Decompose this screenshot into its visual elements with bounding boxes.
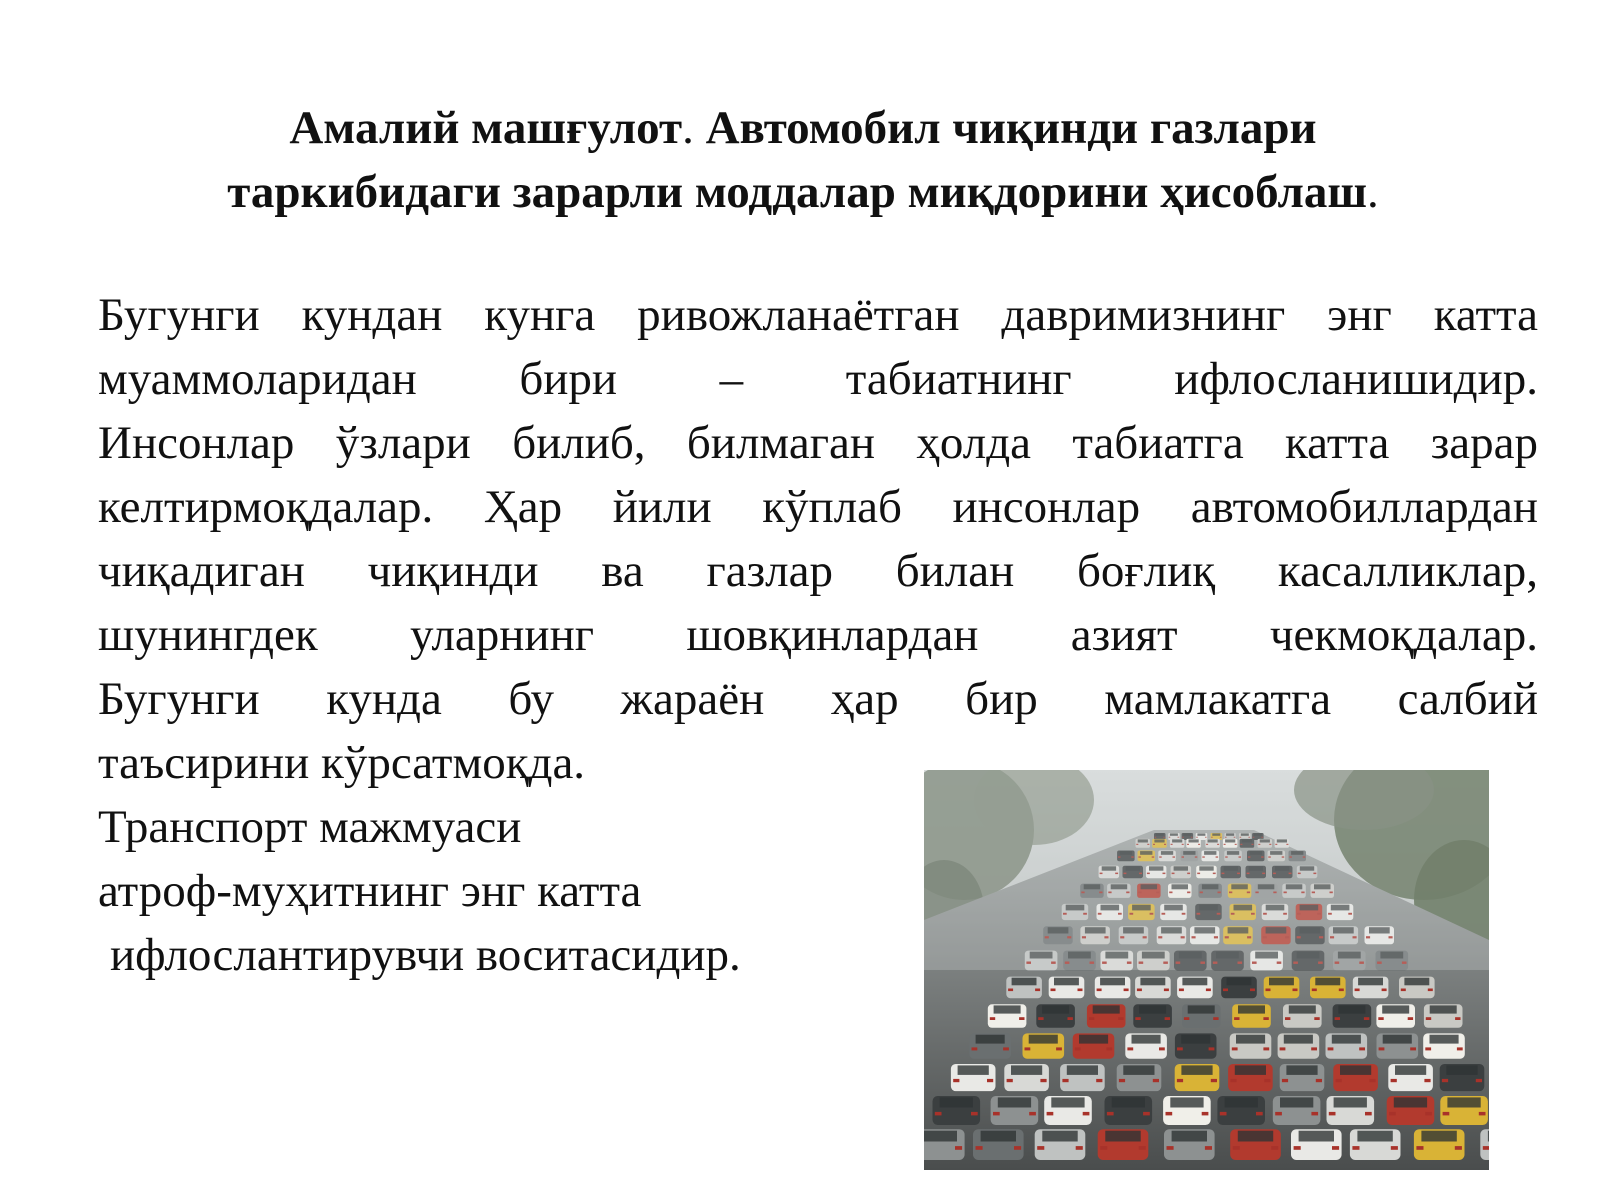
transport-line: ифлослантирувчи воситасидир. (110, 929, 741, 981)
traffic-jam-illustration (924, 770, 1489, 1170)
car (1327, 1096, 1375, 1125)
title-dot-1: . (682, 102, 694, 154)
car (1230, 1129, 1281, 1160)
car (1044, 1096, 1092, 1125)
car (1004, 1064, 1049, 1091)
car (1333, 1004, 1372, 1028)
paragraph-line: муаммоларидан бири – табиатнинг ифлосланишидир. (98, 353, 1538, 405)
car (1278, 1033, 1320, 1058)
car (988, 1004, 1027, 1028)
car (1388, 1064, 1433, 1091)
car (1125, 1033, 1167, 1058)
paragraph-line: Инсонлар ўзлари билиб, билмаган ҳолда табиатга катта зарар (98, 417, 1538, 469)
cars-group (924, 770, 1489, 1160)
car (1424, 1004, 1463, 1028)
car (924, 1129, 965, 1160)
title-part-1: Амалий машғулот (289, 102, 683, 154)
car (1221, 977, 1257, 999)
paragraph-line: келтирмоқдалар. Ҳар йили кўплаб инсонлар автомобиллардан (98, 481, 1538, 533)
car (1399, 977, 1435, 999)
car (1049, 977, 1085, 999)
car (1135, 977, 1171, 999)
car (1177, 977, 1213, 999)
title-part-3: таркибидаги зарарли моддалар миқдорини ҳисоблаш (227, 166, 1368, 218)
title-dot-2: . (1367, 166, 1379, 218)
transport-line: Транспорт мажмуаси (98, 801, 522, 853)
car (1387, 1096, 1435, 1125)
car (1480, 1129, 1489, 1160)
car (933, 1096, 981, 1125)
title-line-1 (120, 96, 1486, 160)
car (1175, 1033, 1217, 1058)
paragraph-line: чиқадиган чиқинди ва газлар билан боғлиқ касалликлар, (98, 545, 1538, 597)
car (1105, 1096, 1153, 1125)
car (1175, 1064, 1220, 1091)
paragraph-line: Бугунги кундан кунга ривожланаётган давримизнинг энг катта (98, 289, 1538, 341)
paragraph-line: таъсирини кўрсатмоқда. (98, 737, 586, 789)
smog-haze (924, 770, 1489, 970)
title-line-2 (120, 160, 1486, 224)
car (1035, 1129, 1086, 1160)
car (1423, 1033, 1465, 1058)
car (1376, 1004, 1415, 1028)
car (1036, 1004, 1075, 1028)
car (1280, 1064, 1325, 1091)
car (969, 1033, 1011, 1058)
car (1228, 1064, 1273, 1091)
car (1377, 1033, 1419, 1058)
car (1023, 1033, 1065, 1058)
car (991, 1096, 1039, 1125)
traffic-jam-photo (924, 770, 1489, 1170)
car (1353, 977, 1389, 999)
car (951, 1064, 996, 1091)
car (1133, 1004, 1172, 1028)
car (1350, 1129, 1401, 1160)
car (1440, 1096, 1488, 1125)
car (1264, 977, 1300, 999)
car (973, 1129, 1024, 1160)
title-part-2: Автомобил чиқинди газлари (693, 102, 1317, 154)
car (1117, 1064, 1162, 1091)
car (1006, 977, 1042, 999)
slide-title (120, 96, 1486, 224)
car (1060, 1064, 1105, 1091)
car (1230, 1033, 1272, 1058)
car (1182, 1004, 1221, 1028)
paragraph-line: шунингдек уларнинг шовқинлардан азият чекмоқдалар. (98, 609, 1538, 661)
car (1310, 977, 1346, 999)
car (1326, 1033, 1368, 1058)
car (1095, 977, 1131, 999)
car (1217, 1096, 1265, 1125)
car (1291, 1129, 1342, 1160)
paragraph-line: Бугунги кунда бу жараён ҳар бир мамлакатга салбий (98, 673, 1538, 725)
car (1164, 1129, 1215, 1160)
car (1087, 1004, 1126, 1028)
car (1163, 1096, 1211, 1125)
car (1098, 1129, 1149, 1160)
car (1440, 1064, 1485, 1091)
car (1073, 1033, 1115, 1058)
car (1273, 1096, 1321, 1125)
transport-line: атроф-муҳитнинг энг катта (98, 865, 642, 917)
car (1414, 1129, 1465, 1160)
car (1333, 1064, 1378, 1091)
car (1283, 1004, 1322, 1028)
car (1232, 1004, 1271, 1028)
